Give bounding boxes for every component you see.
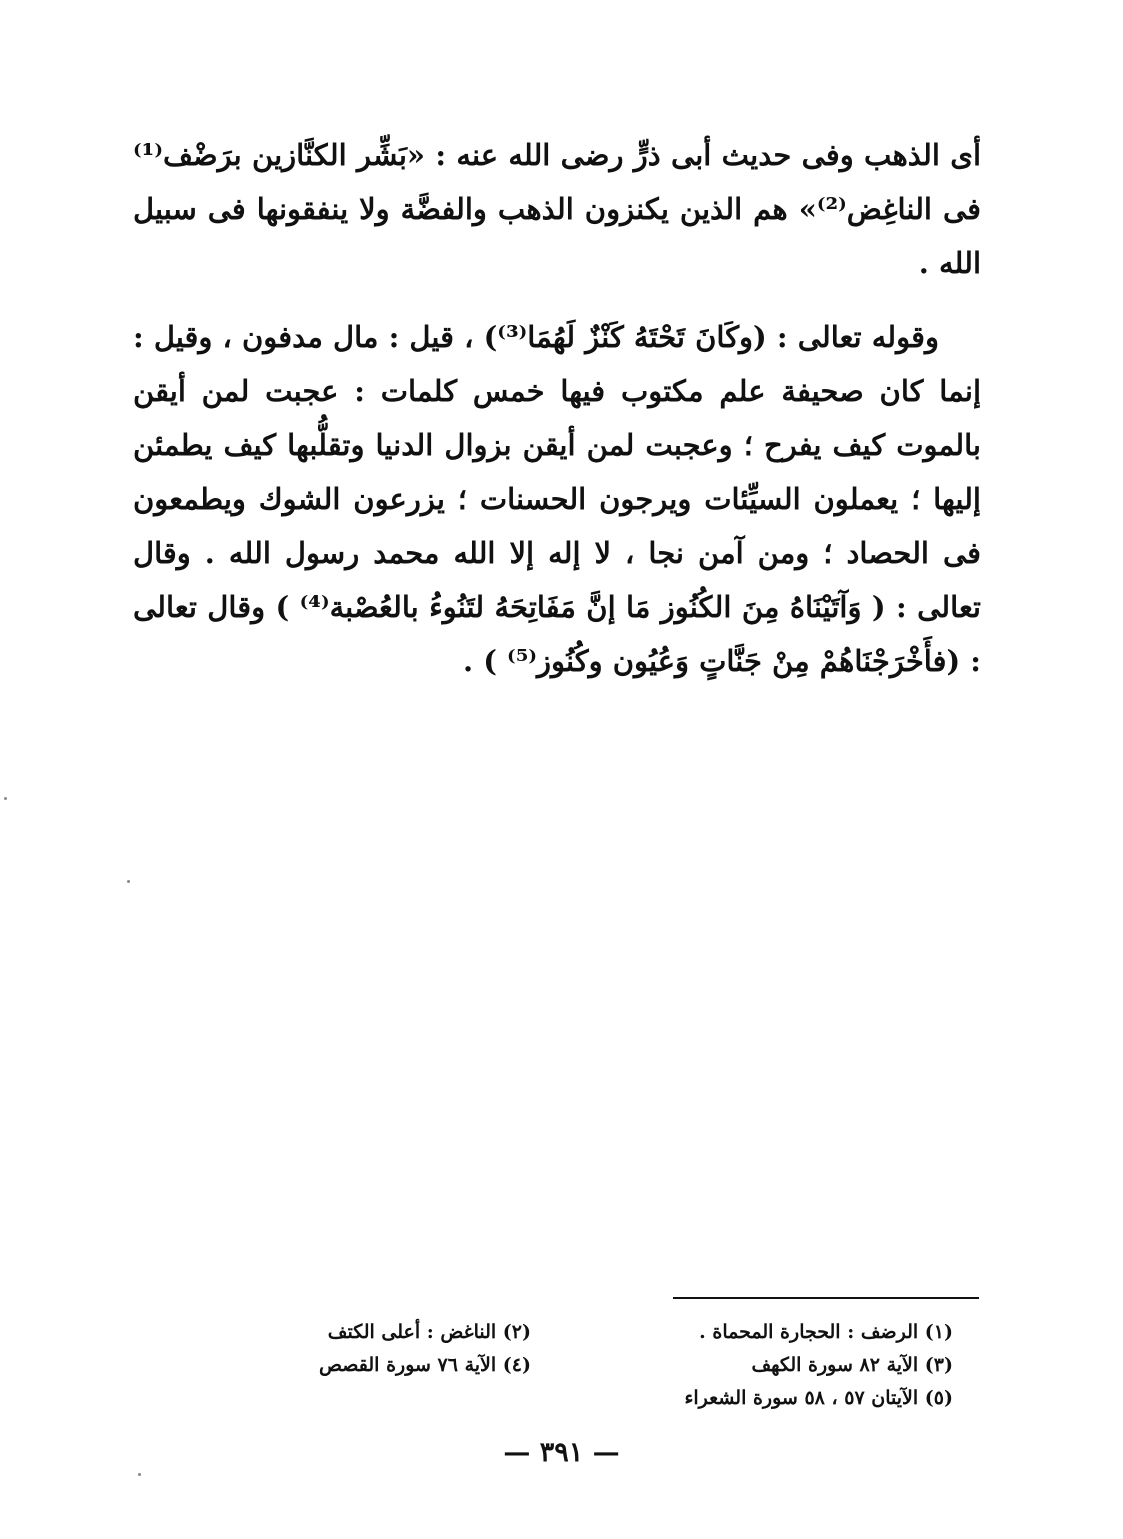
paragraph-2: وقوله تعالى : (وكَانَ تَحْتَهُ كَنْزٌ لَهُمَا⁽³⁾) ، قيل : مال مدفون ، وقيل : إنما كان صحيفة علم مكتوب فيها خمس كلمات : عجبت لمن أيقن بالموت كيف يفرح ؛ وعجبت لمن أيقن بزوال الدنيا وتقلُّبها كيف يطمئن إليها ؛ يعملون السيِّئات ويرجون الحسنات ؛ يزرعون الشوك ويطمعون فى الحصاد ؛ ومن آمن نجا ، لا إله إلا الله محمد رسول الله . وقال تعالى : ( وَآتَيْنَاهُ مِنَ الكُنُوز مَا إنَّ مَفَاتِحَهُ لتَنُوءُ بالعُصْبة⁽⁴⁾ ) وقال تعالى : (فأَخْرَجْنَاهُمْ مِنْ جَنَّاتٍ وَعُيُون وكُنُوز⁽⁵⁾ ) . (133, 320, 982, 678)
scan-speck (138, 1473, 141, 1476)
main-text (133, 128, 981, 688)
footnote-3: (٣) الآية ٨٢ سورة الكهف (751, 1354, 953, 1376)
footnotes-right-column (613, 1316, 953, 1415)
footnotes-left-column (231, 1316, 531, 1382)
paragraph-1: أى الذهب وفى حديث أبى ذرٍّ رضى الله عنه : «بَشِّر الكنَّازين برَضْف⁽¹⁾ فى الناغِض⁽²⁾» هم الذين يكنزون الذهب والفضَّة ولا ينفقونها فى سبيل الله . (133, 138, 981, 280)
footnote-1: (١) الرضف : الحجارة المحماة . (699, 1321, 953, 1343)
scan-speck (127, 880, 130, 883)
footnote-4: (٤) الآية ٧٦ سورة القصص (319, 1354, 531, 1376)
footnote-2: (٢) الناغض : أعلى الكتف (327, 1321, 531, 1343)
page-number: — ٣٩١ — (503, 1437, 620, 1468)
footnote-divider (673, 1297, 979, 1299)
scan-speck (4, 797, 7, 800)
footnote-5: (٥) الآيتان ٥٧ ، ٥٨ سورة الشعراء (684, 1387, 953, 1409)
